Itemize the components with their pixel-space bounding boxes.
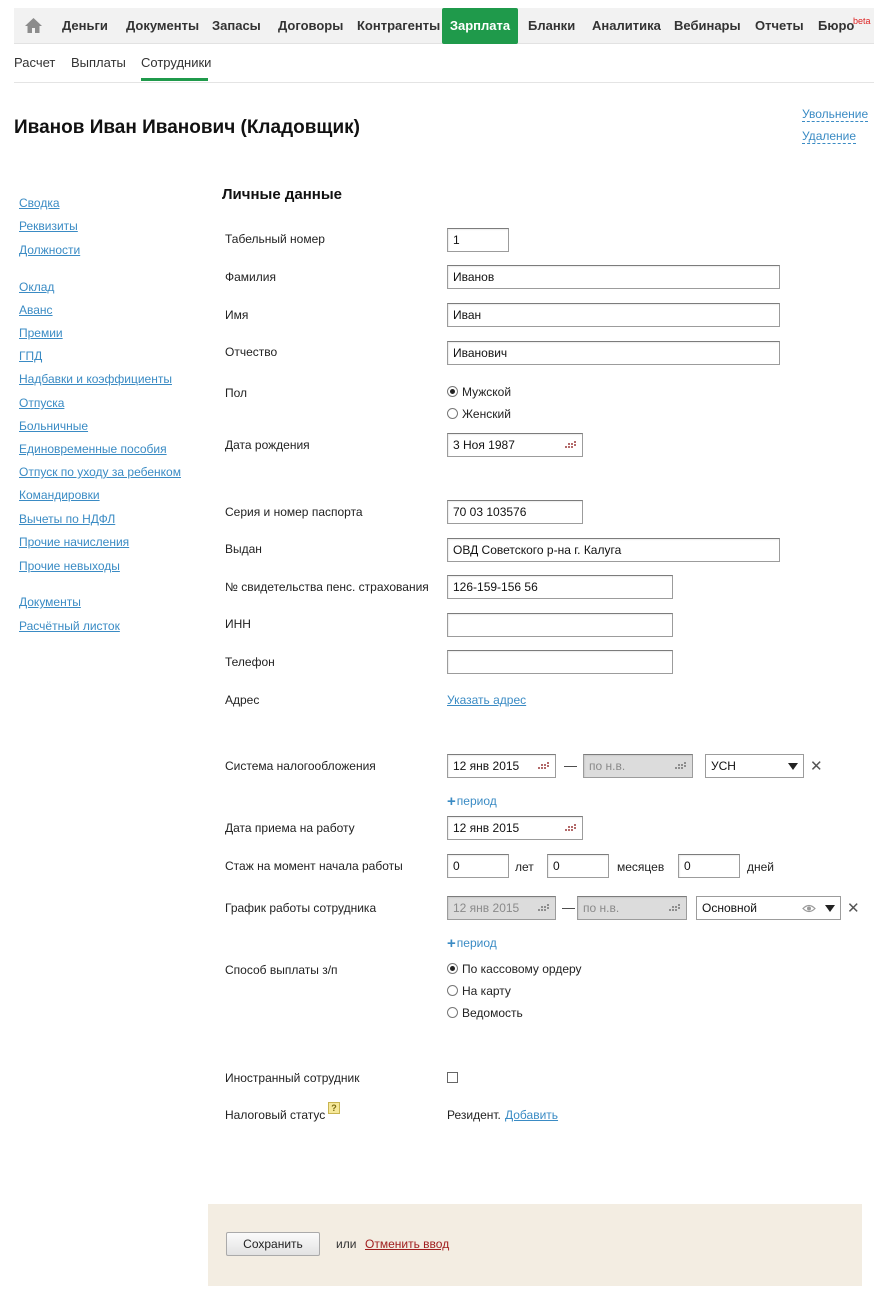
tax-from-input[interactable] [447, 754, 556, 778]
calendar-icon[interactable] [565, 824, 576, 833]
plus-icon: + [447, 793, 456, 810]
schedule-label: График работы сотрудника [225, 901, 377, 915]
sidebar-item-other-accruals[interactable]: Прочие начисления [19, 535, 130, 549]
sidebar-item-bonuses[interactable]: Премии [19, 326, 63, 340]
inn-label: ИНН [225, 617, 251, 631]
nav-item-money[interactable]: Деньги [62, 18, 108, 33]
payment-statement-radio[interactable] [447, 1007, 458, 1018]
payment-statement-option[interactable] [447, 1005, 523, 1021]
nav-item-documents[interactable]: Документы [126, 18, 200, 33]
help-icon[interactable]: ? [328, 1102, 340, 1114]
sidebar-item-salary[interactable]: Оклад [19, 280, 55, 294]
hire-date-label: Дата приема на работу [225, 821, 355, 835]
nav-item-webinars[interactable]: Вебинары [674, 18, 741, 33]
gender-female-text: Женский [462, 407, 511, 421]
tax-system-select[interactable] [705, 754, 804, 778]
payment-card-option[interactable] [447, 983, 511, 999]
calendar-icon[interactable] [538, 904, 549, 913]
calendar-icon[interactable] [538, 762, 549, 771]
sidebar-item-parental-leave[interactable]: Отпуск по уходу за ребенком [19, 465, 181, 479]
chevron-down-icon [825, 905, 835, 912]
birth-label: Дата рождения [225, 438, 310, 452]
inn-input[interactable] [447, 613, 673, 637]
sidebar-item-requisites[interactable]: Реквизиты [19, 219, 78, 233]
tabel-number-input[interactable]: 1 [447, 228, 509, 252]
nav-item-reports[interactable]: Отчеты [755, 18, 804, 33]
sidebar-item-payslip[interactable]: Расчётный листок [19, 619, 120, 633]
patronymic-label: Отчество [225, 345, 278, 359]
gender-female-radio[interactable] [447, 408, 458, 419]
eye-icon[interactable] [802, 904, 816, 913]
remove-schedule-period-icon[interactable]: ✕ [847, 900, 860, 917]
nav-item-bureau-label: Бюро [818, 18, 855, 33]
passport-input[interactable]: 70 03 103576 [447, 500, 583, 524]
nav-item-analytics[interactable]: Аналитика [592, 18, 661, 33]
tax-from-value: 12 янв 2015 [453, 759, 520, 773]
birth-date-value: 3 Ноя 1987 [453, 438, 515, 452]
nav-item-stock[interactable]: Запасы [212, 18, 261, 33]
add-tax-period-link[interactable] [447, 793, 497, 810]
payment-cash-text: По кассовому ордеру [462, 962, 582, 976]
cancel-link[interactable]: Отменить ввод [365, 1237, 450, 1251]
calendar-icon[interactable] [675, 762, 686, 771]
phone-label: Телефон [225, 655, 275, 669]
dismiss-link[interactable]: Увольнение [802, 107, 869, 121]
tax-status-value: Резидент. [447, 1108, 501, 1122]
experience-days-unit: дней [747, 860, 775, 874]
address-link[interactable]: Указать адрес [447, 693, 527, 707]
form-footer [208, 1204, 862, 1286]
subnav-calc[interactable]: Расчет [14, 55, 56, 70]
payment-cash-radio[interactable] [447, 963, 458, 974]
experience-years-input[interactable]: 0 [447, 854, 509, 878]
experience-months-input[interactable]: 0 [547, 854, 609, 878]
sidebar-item-positions[interactable]: Должности [19, 243, 81, 257]
sidebar-item-other-absences[interactable]: Прочие невыходы [19, 559, 120, 573]
hire-date-value: 12 янв 2015 [453, 821, 520, 835]
subnav-payments[interactable]: Выплаты [71, 55, 126, 70]
schedule-from-value: 12 янв 2015 [453, 901, 520, 915]
experience-label: Стаж на момент начала работы [225, 859, 403, 873]
range-dash: — [564, 758, 577, 773]
nav-item-salary[interactable]: Зарплата [442, 8, 518, 44]
add-tax-period-text: период [456, 794, 497, 808]
passport-label: Серия и номер паспорта [225, 505, 363, 519]
snils-label: № свидетельства пенс. страхования [225, 580, 429, 594]
issued-label: Выдан [225, 542, 262, 556]
payment-card-radio[interactable] [447, 985, 458, 996]
sidebar-item-sick-leave[interactable]: Больничные [19, 419, 89, 433]
sidebar-item-advance[interactable]: Аванс [19, 303, 53, 317]
sidebar-item-gpd[interactable]: ГПД [19, 349, 43, 363]
tax-status-label: Налоговый статус [225, 1108, 326, 1122]
surname-input[interactable]: Иванов [447, 265, 780, 289]
home-icon[interactable] [24, 17, 43, 34]
hire-date-input[interactable] [447, 816, 583, 840]
experience-months-unit: месяцев [617, 860, 665, 874]
calendar-icon[interactable] [669, 904, 680, 913]
range-dash: — [562, 900, 575, 915]
gender-male-option[interactable] [447, 384, 511, 400]
nav-item-forms[interactable]: Бланки [528, 18, 576, 33]
add-schedule-period-link[interactable] [447, 935, 497, 952]
schedule-value: Основной [702, 901, 758, 915]
section-title: Личные данные [222, 186, 342, 203]
nav-item-counterparties[interactable]: Контрагенты [357, 18, 441, 33]
schedule-to-input[interactable] [577, 896, 687, 920]
payment-card-text: На карту [462, 984, 511, 998]
name-label: Имя [225, 308, 249, 322]
chevron-down-icon [788, 763, 798, 770]
plus-icon: + [447, 935, 456, 952]
page-title: Иванов Иван Иванович (Кладовщик) [14, 117, 360, 138]
sidebar-item-allowances[interactable]: Надбавки и коэффициенты [19, 372, 172, 386]
gender-label: Пол [225, 386, 248, 400]
payment-cash-option[interactable] [447, 961, 582, 977]
save-button[interactable]: Сохранить [226, 1232, 320, 1256]
calendar-icon[interactable] [565, 441, 576, 450]
address-label: Адрес [225, 693, 260, 707]
gender-male-radio[interactable] [447, 386, 458, 397]
issued-input[interactable]: ОВД Советского р-на г. Калуга [447, 538, 780, 562]
tax-system-label: Система налогообложения [225, 759, 376, 773]
tax-to-input[interactable] [583, 754, 693, 778]
schedule-to-placeholder: по н.в. [583, 901, 620, 915]
sidebar-item-one-time-benefits[interactable]: Единовременные пособия [19, 442, 167, 456]
add-schedule-period-text: период [456, 936, 497, 950]
tax-status-add-link[interactable]: Добавить [505, 1108, 559, 1122]
sidebar-item-documents[interactable]: Документы [19, 595, 81, 609]
schedule-from-input[interactable] [447, 896, 556, 920]
patronymic-input[interactable]: Иванович [447, 341, 780, 365]
sidebar-item-business-trips[interactable]: Командировки [19, 488, 100, 502]
tabel-label: Табельный номер [225, 232, 325, 246]
sidebar-item-summary[interactable]: Сводка [19, 196, 60, 210]
or-text: или [336, 1237, 357, 1251]
beta-badge: beta [853, 16, 871, 26]
nav-item-contracts[interactable]: Договоры [278, 18, 344, 33]
birth-date-input[interactable] [447, 433, 583, 457]
gender-male-text: Мужской [462, 385, 512, 399]
subnav-active-indicator [141, 78, 208, 81]
subnav-employees[interactable]: Сотрудники [141, 55, 212, 70]
sidebar-item-tax-deductions[interactable]: Вычеты по НДФЛ [19, 512, 116, 526]
experience-years-unit: лет [515, 860, 534, 874]
gender-female-option[interactable] [447, 406, 511, 422]
foreign-employee-checkbox[interactable] [447, 1072, 458, 1083]
phone-input[interactable] [447, 650, 673, 674]
name-input[interactable]: Иван [447, 303, 780, 327]
subnav-divider [14, 82, 874, 83]
nav-item-bureau[interactable] [818, 8, 854, 44]
experience-days-input[interactable]: 0 [678, 854, 740, 878]
delete-link[interactable]: Удаление [802, 129, 857, 143]
payment-statement-text: Ведомость [462, 1006, 523, 1020]
sidebar-item-vacations[interactable]: Отпуска [19, 396, 65, 410]
snils-input[interactable]: 126-159-156 56 [447, 575, 673, 599]
remove-tax-period-icon[interactable]: ✕ [810, 758, 823, 775]
schedule-select[interactable] [696, 896, 841, 920]
surname-label: Фамилия [225, 270, 276, 284]
top-navigation [14, 8, 874, 44]
tax-to-placeholder: по н.в. [589, 759, 626, 773]
payment-method-label: Способ выплаты з/п [225, 963, 338, 977]
tax-system-value: УСН [711, 759, 736, 773]
foreign-employee-label: Иностранный сотрудник [225, 1071, 360, 1085]
